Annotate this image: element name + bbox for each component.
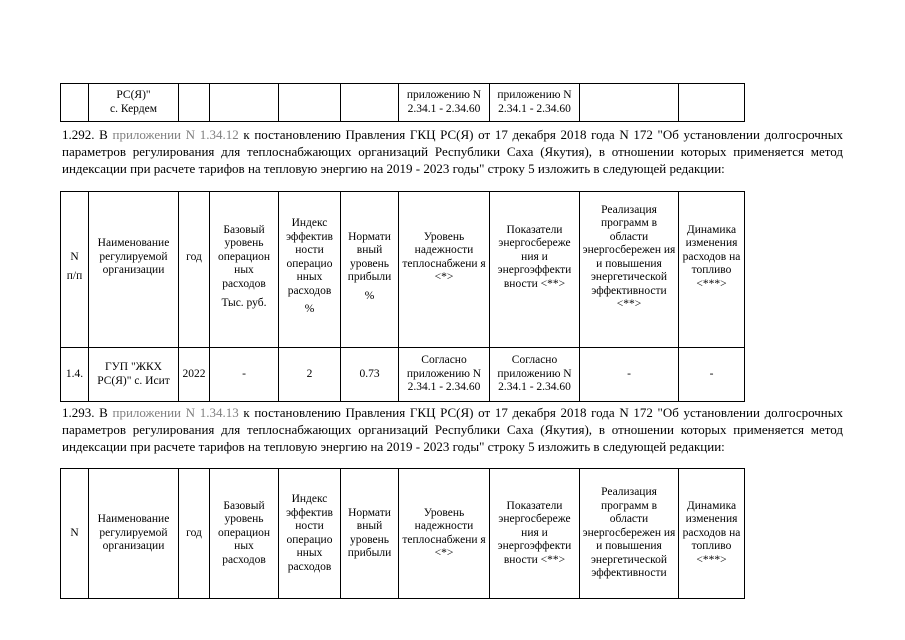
cell-profit: 0.73 xyxy=(341,348,399,402)
cell-base xyxy=(210,84,279,122)
header-n: N п/п xyxy=(61,192,89,348)
paragraph-1-292 xyxy=(62,126,843,177)
document-link[interactable]: приложении N 1.34.13 xyxy=(112,405,239,420)
header-year: год xyxy=(179,192,210,348)
header-profit: Нормати вный уровень прибыли % xyxy=(341,192,399,348)
header-energy: Показатели энергосбереже ния и энергоэффекти вности <**> xyxy=(490,192,580,348)
paragraph-number: 1.293. В xyxy=(62,405,113,420)
header-base: Базовый уровень операцион ных расходов Тыс. руб. xyxy=(210,192,279,348)
document-link[interactable]: приложении N 1.34.12 xyxy=(112,127,239,142)
table-header-row xyxy=(61,469,745,599)
params-table-2 xyxy=(60,468,745,599)
cell-reliability: Согласно приложению N 2.34.1 - 2.34.60 xyxy=(399,348,490,402)
header-reliability: Уровень надежности теплоснабжени я <*> xyxy=(399,469,490,599)
header-reliability: Уровень надежности теплоснабжени я <*> xyxy=(399,192,490,348)
table-row xyxy=(61,348,745,402)
header-programs: Реализация программ в области энергосбережен ия и повышения энергетической эффективности xyxy=(580,469,679,599)
header-name: Наименование регулируемой организации xyxy=(89,192,179,348)
cell-programs: - xyxy=(580,348,679,402)
cell-energy: приложению N 2.34.1 - 2.34.60 xyxy=(490,84,580,122)
cell-energy: Согласно приложению N 2.34.1 - 2.34.60 xyxy=(490,348,580,402)
cell-n xyxy=(61,84,89,122)
top-table-fragment xyxy=(60,83,745,122)
cell-reliability: приложению N 2.34.1 - 2.34.60 xyxy=(399,84,490,122)
cell-name: ГУП "ЖКХ РС(Я)" с. Исит xyxy=(89,348,179,402)
params-table-1 xyxy=(60,191,745,402)
header-profit: Нормати вный уровень прибыли xyxy=(341,469,399,599)
cell-programs xyxy=(580,84,679,122)
header-name: Наименование регулируемой организации xyxy=(89,469,179,599)
cell-fuel xyxy=(679,84,745,122)
paragraph-text: к постановлению Правления ГКЦ РС(Я) от 17 декабря 2018 года N 172 "Об установлении долгосрочных параметров регулирования для теплоснабжающих организаций Республики Саха (Якутия), в отношении которых применяется метод индексации при расчете тарифов на тепловую энергию на 2019 - 2023 годы" строку 5 изложить в следующей редакции: xyxy=(62,127,843,176)
cell-year xyxy=(179,84,210,122)
header-index-unit: % xyxy=(304,303,315,316)
header-base-unit: Тыс. руб. xyxy=(221,296,267,309)
cell-profit xyxy=(341,84,399,122)
paragraph-text: к постановлению Правления ГКЦ РС(Я) от 17 декабря 2018 года N 172 "Об установлении долгосрочных параметров регулирования для теплоснабжающих организаций Республики Саха (Якутия), в отношении которых применяется метод индексации при расчете тарифов на тепловую энергию на 2019 - 2023 годы" строку 5 изложить в следующей редакции: xyxy=(62,405,843,454)
table-header-row xyxy=(61,192,745,348)
header-n-unit: п/п xyxy=(66,269,83,282)
paragraph-1-293 xyxy=(62,404,843,455)
cell-n: 1.4. xyxy=(61,348,89,402)
header-profit-unit: % xyxy=(364,289,375,302)
cell-name: РС(Я)" с. Кердем xyxy=(89,84,179,122)
cell-base: - xyxy=(210,348,279,402)
cell-index xyxy=(279,84,341,122)
paragraph-number: 1.292. В xyxy=(62,127,113,142)
header-energy: Показатели энергосбереже ния и энергоэффекти вности <**> xyxy=(490,469,580,599)
header-fuel: Динамика изменения расходов на топливо <***> xyxy=(679,192,745,348)
header-programs: Реализация программ в области энергосбережен ия и повышения энергетической эффективности <**> xyxy=(580,192,679,348)
header-year: год xyxy=(179,469,210,599)
header-index: Индекс эффектив ности операцио нных расходов % xyxy=(279,192,341,348)
header-base: Базовый уровень операцион ных расходов xyxy=(210,469,279,599)
header-index: Индекс эффектив ности операцио нных расходов xyxy=(279,469,341,599)
cell-fuel: - xyxy=(679,348,745,402)
table-row xyxy=(61,84,745,122)
cell-index: 2 xyxy=(279,348,341,402)
cell-year: 2022 xyxy=(179,348,210,402)
header-fuel: Динамика изменения расходов на топливо <***> xyxy=(679,469,745,599)
header-n: N xyxy=(61,469,89,599)
